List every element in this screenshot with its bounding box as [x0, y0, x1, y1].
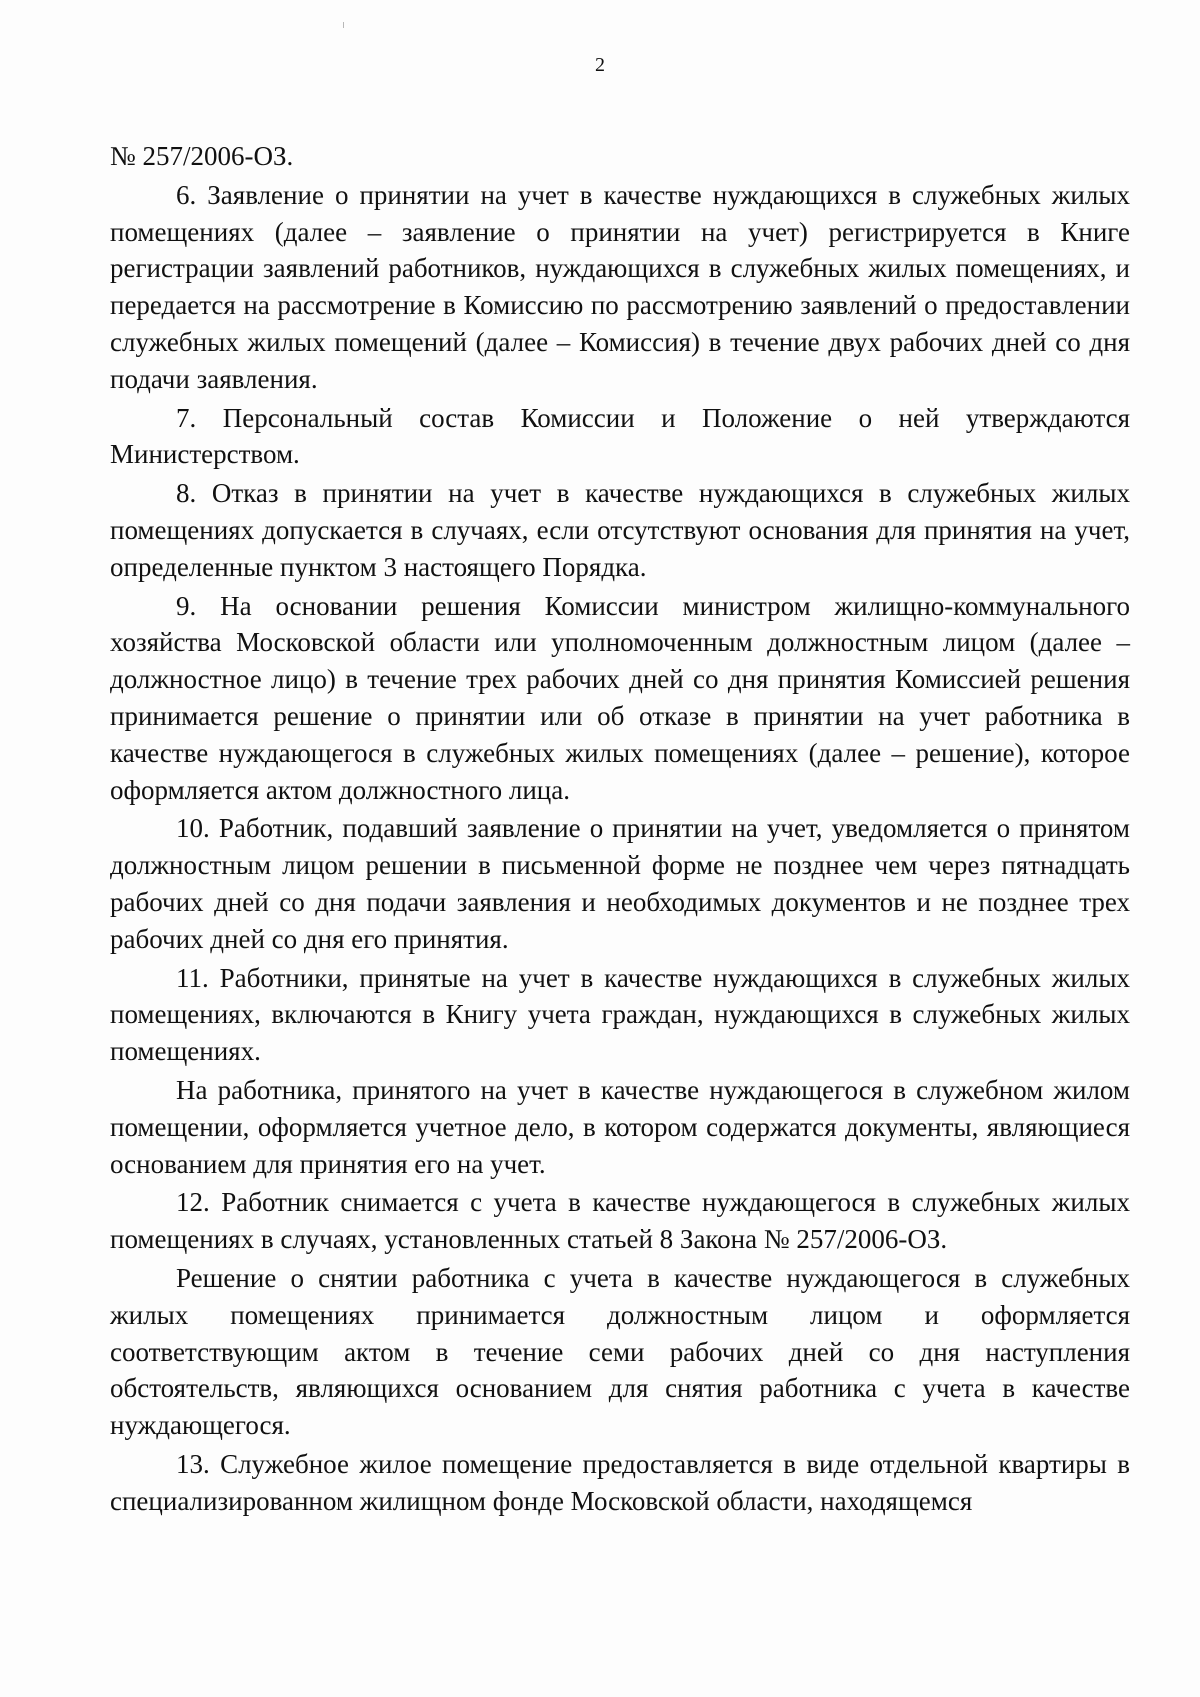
paragraph-6: 6. Заявление о принятии на учет в качестве нуждающихся в служебных жилых помещениях (далее – заявление о принятии на учет) регистрируется в Книге регистрации заявлений работников, нуждающихся в служебных жилых помещениях, и передается на рассмотрение в Комиссию по рассмотрению заявлений о предоставлении служебных жилых помещений (далее – Комиссия) в течение двух рабочих дней со дня подачи заявления.: [110, 179, 1130, 394]
page-number: 2: [595, 54, 605, 76]
paragraph-8: 8. Отказ в принятии на учет в качестве нуждающихся в служебных жилых помещениях допускается в случаях, если отсутствуют основания для принятия на учет, определенные пунктом 3 настоящего Порядка.: [110, 478, 1130, 582]
paragraph-12-continued: Решение о снятии работника с учета в качестве нуждающегося в служебных жилых помещениях принимается должностным лицом и оформляется соответствующим актом в течение семи рабочих дней со дня наступления обстоятельств, являющихся основанием для снятия работника с учета в качестве нуждающегося.: [110, 1262, 1130, 1441]
paragraph-12: 12. Работник снимается с учета в качестве нуждающегося в служебных жилых помещениях в случаях, установленных статьей 8 Закона № 257/2006-ОЗ.: [110, 1187, 1130, 1255]
paragraph-7: 7. Персональный состав Комиссии и Положение о ней утверждаются Министерством.: [110, 402, 1130, 470]
paragraph-10: 10. Работник, подавший заявление о принятии на учет, уведомляется о принятом должностным лицом решении в письменной форме не позднее чем через пятнадцать рабочих дней со дня подачи заявления и необходимых документов и не позднее трех рабочих дней со дня его принятия.: [110, 813, 1130, 954]
paragraph-11: 11. Работники, принятые на учет в качестве нуждающихся в служебных жилых помещениях, включаются в Книгу учета граждан, нуждающихся в служебных жилых помещениях.: [110, 962, 1130, 1067]
paragraph-9: 9. На основании решения Комиссии министром жилищно-коммунального хозяйства Московской области или уполномоченным должностным лицом (далее – должностное лицо) в течение трех рабочих дней со дня принятия Комиссией решения принимается решение о принятии или об отказе в принятии на учет работника в качестве нуждающегося в служебных жилых помещениях (далее – решение), которое оформляется актом должностного лица.: [110, 590, 1130, 805]
scan-mark: [343, 22, 344, 28]
document-body: [110, 138, 1130, 1521]
paragraph-11-continued: На работника, принятого на учет в качестве нуждающегося в служебном жилом помещении, оформляется учетное дело, в котором содержатся документы, являющиеся основанием для принятия его на учет.: [110, 1074, 1130, 1179]
paragraph-13: 13. Служебное жилое помещение предоставляется в виде отдельной квартиры в специализированном жилищном фонде Московской области, находящемся: [110, 1448, 1130, 1516]
paragraph-law-reference: № 257/2006-ОЗ.: [110, 141, 294, 171]
